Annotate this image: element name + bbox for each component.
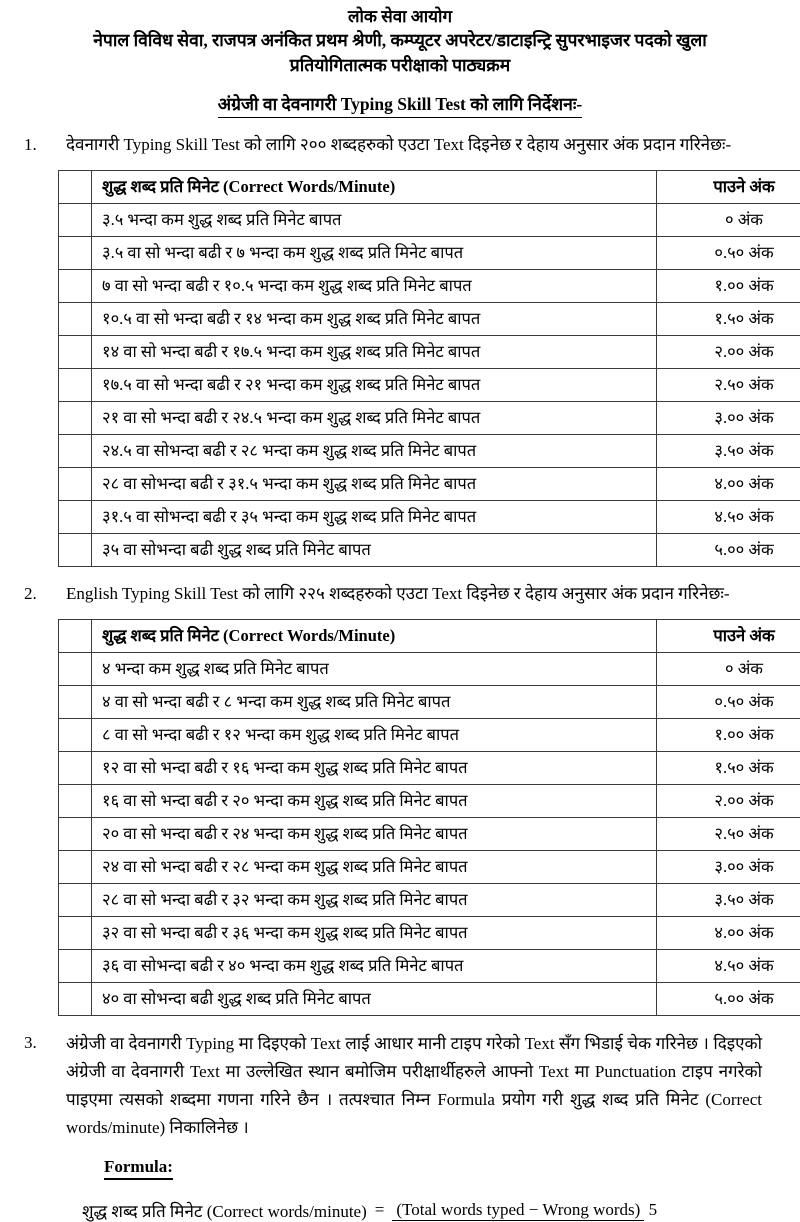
table-row (59, 785, 800, 818)
row-blank-cell (59, 237, 92, 270)
table-2-header-marks: पाउने अंक (657, 620, 800, 653)
row-description-cell: २१ वा सो भन्दा बढी र २४.५ भन्दा कम शुद्ध शब्द प्रति मिनेट बापत (92, 402, 657, 435)
formula-label: Formula: (104, 1156, 173, 1180)
row-description-cell: ८ वा सो भन्दा बढी र १२ भन्दा कम शुद्ध शब्द प्रति मिनेट बापत (92, 719, 657, 752)
row-blank-cell (59, 917, 92, 950)
table-1-container (58, 170, 800, 567)
row-marks-cell: २.०० अंक (657, 336, 800, 369)
row-marks-cell: ४.०० अंक (657, 468, 800, 501)
section-3 (20, 1030, 780, 1142)
row-marks-cell: ० अंक (657, 653, 800, 686)
section-2-number: 2. (20, 581, 66, 607)
table-1-header-description: शुद्ध शब्द प्रति मिनेट (Correct Words/Minute) (92, 171, 657, 204)
row-marks-cell: १.५० अंक (657, 752, 800, 785)
row-blank-cell (59, 884, 92, 917)
table-row (59, 369, 800, 402)
table-row (59, 818, 800, 851)
row-blank-cell (59, 983, 92, 1016)
table-2-header-description: शुद्ध शब्द प्रति मिनेट (Correct Words/Minute) (92, 620, 657, 653)
table-row (59, 237, 800, 270)
table-row (59, 884, 800, 917)
formula-numerator: (Total words typed − Wrong words) (392, 1200, 644, 1221)
table-2-body (59, 653, 800, 1016)
instruction-title-container (20, 92, 780, 118)
row-description-cell: २४.५ वा सोभन्दा बढी र २८ भन्दा कम शुद्ध शब्द प्रति मिनेट बापत (92, 435, 657, 468)
devanagari-score-table (58, 170, 800, 567)
section-3-text: अंग्रेजी वा देवनागरी Typing मा दिइएको Text लाई आधार मानी टाइप गरेको Text सँग भिडाई चेक गरिनेछ । दिइएको अंग्रेजी वा देवनागरी Text मा उल्लेखित स्थान बमोजिम परीक्षार्थीहरुले आफ्नो Text मा Punctuation टाइप नगरेको पाइएमा त्यसको शब्दमा गणना गरिने छैन । तत्पश्चात निम्न Formula प्रयोग गरी शुद्ध शब्द प्रति मिनेट (Correct words/minute) निकालिनेछ । (66, 1030, 780, 1142)
row-blank-cell (59, 719, 92, 752)
table-row (59, 336, 800, 369)
row-description-cell: २८ वा सोभन्दा बढी र ३१.५ भन्दा कम शुद्ध शब्द प्रति मिनेट बापत (92, 468, 657, 501)
row-description-cell: ४ भन्दा कम शुद्ध शब्द प्रति मिनेट बापत (92, 653, 657, 686)
row-marks-cell: ५.०० अंक (657, 983, 800, 1016)
row-description-cell: ३२ वा सो भन्दा बढी र ३६ भन्दा कम शुद्ध शब्द प्रति मिनेट बापत (92, 917, 657, 950)
row-description-cell: ३५ वा सोभन्दा बढी शुद्ध शब्द प्रति मिनेट बापत (92, 534, 657, 567)
row-description-cell: २० वा सो भन्दा बढी र २४ भन्दा कम शुद्ध शब्द प्रति मिनेट बापत (92, 818, 657, 851)
formula-fraction (392, 1198, 657, 1222)
section-2 (20, 581, 780, 607)
row-marks-cell: १.०० अंक (657, 270, 800, 303)
instruction-title: अंग्रेजी वा देवनागरी Typing Skill Test को लागि निर्देशनः- (218, 92, 583, 118)
section-1-number: 1. (20, 132, 66, 158)
row-marks-cell: ५.०० अंक (657, 534, 800, 567)
row-blank-cell (59, 270, 92, 303)
row-description-cell: ३१.५ वा सोभन्दा बढी र ३५ भन्दा कम शुद्ध शब्द प्रति मिनेट बापत (92, 501, 657, 534)
row-description-cell: १०.५ वा सो भन्दा बढी र १४ भन्दा कम शुद्ध शब्द प्रति मिनेट बापत (92, 303, 657, 336)
table-2-container (58, 619, 800, 1016)
table-row (59, 917, 800, 950)
row-description-cell: ३६ वा सोभन्दा बढी र ४० भन्दा कम शुद्ध शब्द प्रति मिनेट बापत (92, 950, 657, 983)
row-marks-cell: १.५० अंक (657, 303, 800, 336)
row-blank-cell (59, 468, 92, 501)
row-blank-cell (59, 950, 92, 983)
row-blank-cell (59, 818, 92, 851)
table-row (59, 303, 800, 336)
formula-expression (82, 1198, 780, 1222)
row-blank-cell (59, 653, 92, 686)
row-marks-cell: ४.५० अंक (657, 501, 800, 534)
formula-label-container (104, 1156, 780, 1180)
row-marks-cell: ३.०० अंक (657, 402, 800, 435)
row-description-cell: १६ वा सो भन्दा बढी र २० भन्दा कम शुद्ध शब्द प्रति मिनेट बापत (92, 785, 657, 818)
row-blank-cell (59, 501, 92, 534)
row-description-cell: १४ वा सो भन्दा बढी र १७.५ भन्दा कम शुद्ध शब्द प्रति मिनेट बापत (92, 336, 657, 369)
table-2-head (59, 620, 800, 653)
table-1-header-row (59, 171, 800, 204)
table-row (59, 468, 800, 501)
table-2-header-row (59, 620, 800, 653)
row-marks-cell: ३.५० अंक (657, 884, 800, 917)
page-subtitle-line-2: प्रतियोगितात्मक परीक्षाको पाठ्यक्रम (20, 53, 780, 78)
table-2-header-blank (59, 620, 92, 653)
table-row (59, 719, 800, 752)
formula-equals-sign: = (375, 1200, 385, 1220)
row-description-cell: ३.५ वा सो भन्दा बढी र ७ भन्दा कम शुद्ध शब्द प्रति मिनेट बापत (92, 237, 657, 270)
table-row (59, 501, 800, 534)
row-description-cell: ४ वा सो भन्दा बढी र ८ भन्दा कम शुद्ध शब्द प्रति मिनेट बापत (92, 686, 657, 719)
row-marks-cell: ० अंक (657, 204, 800, 237)
table-row (59, 950, 800, 983)
row-marks-cell: ०.५० अंक (657, 686, 800, 719)
table-row (59, 534, 800, 567)
row-description-cell: १७.५ वा सो भन्दा बढी र २१ भन्दा कम शुद्ध शब्द प्रति मिनेट बापत (92, 369, 657, 402)
table-row (59, 402, 800, 435)
row-blank-cell (59, 402, 92, 435)
row-marks-cell: २.५० अंक (657, 818, 800, 851)
row-marks-cell: ०.५० अंक (657, 237, 800, 270)
table-row (59, 653, 800, 686)
table-row (59, 435, 800, 468)
row-description-cell: ३.५ भन्दा कम शुद्ध शब्द प्रति मिनेट बापत (92, 204, 657, 237)
row-marks-cell: ४.५० अंक (657, 950, 800, 983)
table-row (59, 204, 800, 237)
row-marks-cell: ३.५० अंक (657, 435, 800, 468)
table-1-header-marks: पाउने अंक (657, 171, 800, 204)
row-description-cell: २८ वा सो भन्दा बढी र ३२ भन्दा कम शुद्ध शब्द प्रति मिनेट बापत (92, 884, 657, 917)
row-blank-cell (59, 435, 92, 468)
table-1-body (59, 204, 800, 567)
table-row (59, 270, 800, 303)
row-blank-cell (59, 752, 92, 785)
section-1-text: देवनागरी Typing Skill Test को लागि २०० शब्दहरुको एउटा Text दिइनेछ र देहाय अनुसार अंक प्रदान गरिनेछः- (66, 132, 780, 158)
row-marks-cell: १.०० अंक (657, 719, 800, 752)
section-1 (20, 132, 780, 158)
row-marks-cell: ३.०० अंक (657, 851, 800, 884)
row-description-cell: २४ वा सो भन्दा बढी र २८ भन्दा कम शुद्ध शब्द प्रति मिनेट बापत (92, 851, 657, 884)
section-3-number: 3. (20, 1030, 66, 1056)
formula-denominator: 5 (649, 1199, 658, 1219)
row-blank-cell (59, 369, 92, 402)
row-description-cell: ७ वा सो भन्दा बढी र १०.५ भन्दा कम शुद्ध शब्द प्रति मिनेट बापत (92, 270, 657, 303)
row-blank-cell (59, 534, 92, 567)
row-blank-cell (59, 851, 92, 884)
row-blank-cell (59, 303, 92, 336)
row-marks-cell: २.०० अंक (657, 785, 800, 818)
page-title-organization: लोक सेवा आयोग (20, 6, 780, 28)
table-1-head (59, 171, 800, 204)
table-row (59, 686, 800, 719)
formula-left-hand-side: शुद्ध शब्द प्रति मिनेट (Correct words/minute) (82, 1199, 367, 1222)
row-marks-cell: २.५० अंक (657, 369, 800, 402)
section-2-text: English Typing Skill Test को लागि २२५ शब्दहरुको एउटा Text दिइनेछ र देहाय अनुसार अंक प्रदान गरिनेछः- (66, 581, 780, 607)
row-blank-cell (59, 204, 92, 237)
row-marks-cell: ४.०० अंक (657, 917, 800, 950)
row-blank-cell (59, 686, 92, 719)
row-blank-cell (59, 785, 92, 818)
row-blank-cell (59, 336, 92, 369)
page-subtitle-line-1: नेपाल विविध सेवा, राजपत्र अनंकित प्रथम श्रेणी, कम्प्यूटर अपरेटर/डाटाइन्ट्रि सुपरभाइजर पदको खुला (20, 28, 780, 53)
row-description-cell: ४० वा सोभन्दा बढी शुद्ध शब्द प्रति मिनेट बापत (92, 983, 657, 1016)
table-row (59, 752, 800, 785)
table-1-header-blank (59, 171, 92, 204)
table-row (59, 851, 800, 884)
table-row (59, 983, 800, 1016)
english-score-table (58, 619, 800, 1016)
row-description-cell: १२ वा सो भन्दा बढी र १६ भन्दा कम शुद्ध शब्द प्रति मिनेट बापत (92, 752, 657, 785)
